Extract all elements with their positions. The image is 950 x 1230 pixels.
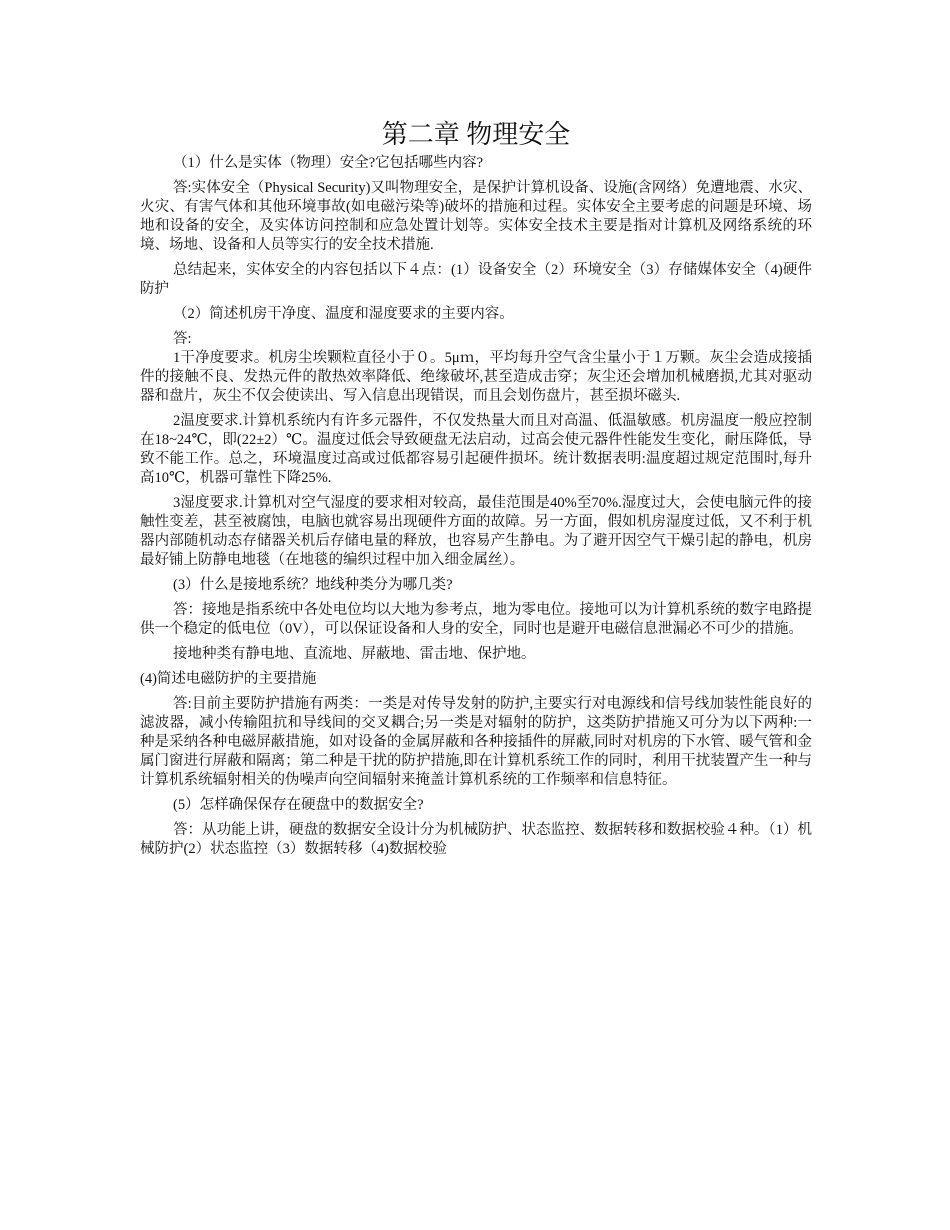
- answer-3-definition: 答：接地是指系统中各处电位均以大地为参考点，地为零电位。接地可以为计算机系统的数字电路提供一个稳定的低电位（0V），可以保证设备和人身的安全，同时也是避开电磁信息泄漏必不可少的措施。: [140, 602, 812, 637]
- question-4: (4)简述电磁防护的主要措施: [140, 671, 317, 687]
- answer-2-humidity: 3湿度要求.计算机对空气湿度的要求相对较高，最佳范围是40%至70%.湿度过大，会使电脑元件的接触性变差，甚至被腐蚀，电脑也就容易出现硬件方面的故障。另一方面，假如机房湿度过低，又不利于机器内部随机动态存储器关机后存储电量的释放，也容易产生静电。为了避开因空气干燥引起的静电，机房最好铺上防静电地毯（在地毯的编织过程中加入细金属丝）。: [140, 495, 812, 568]
- answer-4: 答:目前主要防护措施有两类：一类是对传导发射的防护,主要实行对电源线和信号线加装性能良好的滤波器，减小传输阻抗和导线间的交叉耦合;另一类是对辐射的防护，这类防护措施又可分为以下两种:一种是采纳各种电磁屏蔽措施，如对设备的金属屏蔽和各种接插件的屏蔽,同时对机房的下水管、暖气管和金属门窗进行屏蔽和隔离；第二种是干扰的防护措施,即在计算机系统工作的同时，利用干扰装置产生一种与计算机系统辐射相关的伪噪声向空间辐射来掩盖计算机系统的工作频率和信息特征。: [140, 696, 812, 788]
- answer-2-temperature: 2温度要求.计算机系统内有许多元器件，不仅发热量大而且对高温、低温敏感。机房温度一般应控制在18~24℃，即(22±2）℃。温度过低会导致硬盘无法启动，过高会使元器件性能发生变化，耐压降低，导致不能工作。总之，环境温度过高或过低都容易引起硬件损坏。统计数据表明:温度超过规定范围时,每升高10℃，机器可靠性下降25%.: [140, 413, 812, 486]
- answer-3-types: 接地种类有静电地、直流地、屏蔽地、雷击地、保护地。: [173, 646, 536, 662]
- question-5: (5）怎样确保保存在硬盘中的数据安全?: [173, 797, 424, 813]
- answer-1-definition: 答:实体安全（Physical Security)又叫物理安全，是保护计算机设备、设施(含网络）免遭地震、水灾、火灾、有害气体和其他环境事故(如电磁污染等)破坏的措施和过程。实体安全主要考虑的问题是环境、场地和设备的安全，及实体访问控制和应急处置计划等。实体安全技术主要是指对计算机及网络系统的环境、场地、设备和人员等实行的安全技术措施.: [140, 180, 812, 253]
- answer-2-label: 答:: [173, 331, 192, 347]
- question-1: （1）什么是实体（物理）安全?它包括哪些内容?: [173, 155, 484, 171]
- answer-1-summary: 总结起来，实体安全的内容包括以下４点：(1）设备安全（2）环境安全（3）存储媒体安全（4)硬件防护: [140, 262, 812, 297]
- document-page: [140, 118, 812, 865]
- chapter-title: 第二章 物理安全: [381, 120, 571, 149]
- question-2: （2）简述机房干净度、温度和湿度要求的主要内容。: [173, 306, 514, 322]
- question-3: (3）什么是接地系统？地线种类分为哪几类?: [173, 577, 453, 593]
- answer-2-cleanliness: 1干净度要求。机房尘埃颗粒直径小于０。5μｍ，平均每升空气含尘量小于１万颗。灰尘会造成接插件的接触不良、发热元件的散热效率降低、绝缘破坏,甚至造成击穿；灰尘还会增加机械磨损,尤其对驱动器和盘片，灰尘不仅会使读出、写入信息出现错误，而且会划伤盘片，甚至损坏磁头.: [140, 350, 812, 404]
- answer-5: 答：从功能上讲，硬盘的数据安全设计分为机械防护、状态监控、数据转移和数据校验４种。（1）机械防护(2）状态监控（3）数据转移（4)数据校验: [140, 822, 812, 857]
